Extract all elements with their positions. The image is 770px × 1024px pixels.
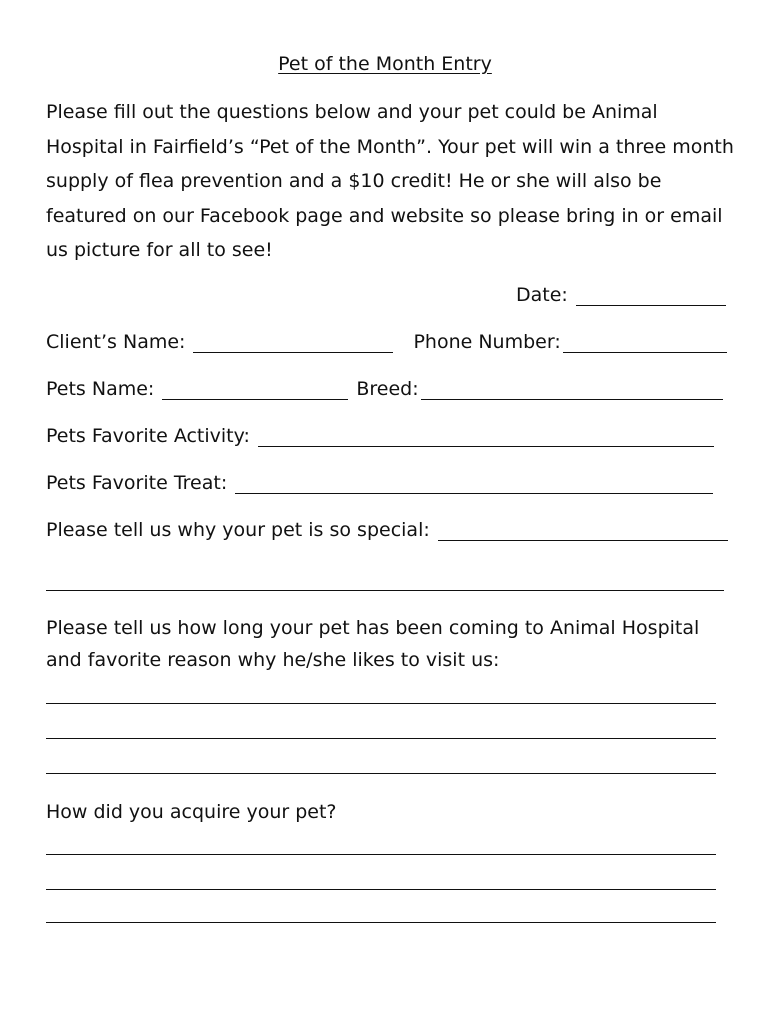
how-long-line-3[interactable] <box>46 773 716 774</box>
activity-field[interactable] <box>258 424 714 447</box>
client-name-label: Client’s Name: <box>46 331 186 353</box>
treat-label: Pets Favorite Treat: <box>46 472 228 494</box>
acquire-line-1[interactable] <box>46 854 716 855</box>
client-phone-row <box>46 328 727 356</box>
special-field[interactable] <box>438 518 728 541</box>
activity-label: Pets Favorite Activity: <box>46 425 250 447</box>
date-row <box>516 281 726 309</box>
phone-field[interactable] <box>563 330 727 353</box>
pet-breed-row <box>46 375 723 403</box>
pet-name-field[interactable] <box>162 377 348 400</box>
pet-name-label: Pets Name: <box>46 378 155 400</box>
date-label: Date: <box>516 284 568 306</box>
special-row <box>46 516 728 544</box>
acquire-line-3[interactable] <box>46 922 716 923</box>
special-label: Please tell us why your pet is so special: <box>46 519 430 541</box>
activity-row <box>46 422 714 450</box>
special-extra-line[interactable] <box>46 590 724 591</box>
phone-label: Phone Number: <box>413 331 561 353</box>
date-field[interactable] <box>576 283 726 306</box>
form-title-text: Pet of the Month Entry <box>278 53 492 75</box>
breed-field[interactable] <box>421 377 723 400</box>
treat-row <box>46 469 713 497</box>
how-long-question: Please tell us how long your pet has been coming to Animal Hospital and favorite reason why he/she likes to visit us: <box>46 617 700 671</box>
treat-field[interactable] <box>235 471 713 494</box>
intro-paragraph: Please fill out the questions below and your pet could be Animal Hospital in Fairfield’s “Pet of the Month”. Your pet will win a three month supply of flea prevention and a $10 credit! He or she will also be featured on our Facebook page and website so please bring in or email us picture for all to see! <box>46 101 734 261</box>
breed-label: Breed: <box>356 378 419 400</box>
client-name-field[interactable] <box>193 330 393 353</box>
form-title <box>0 50 770 78</box>
acquire-line-2[interactable] <box>46 889 716 890</box>
acquire-question: How did you acquire your pet? <box>46 801 337 823</box>
how-long-line-2[interactable] <box>46 738 716 739</box>
how-long-line-1[interactable] <box>46 703 716 704</box>
